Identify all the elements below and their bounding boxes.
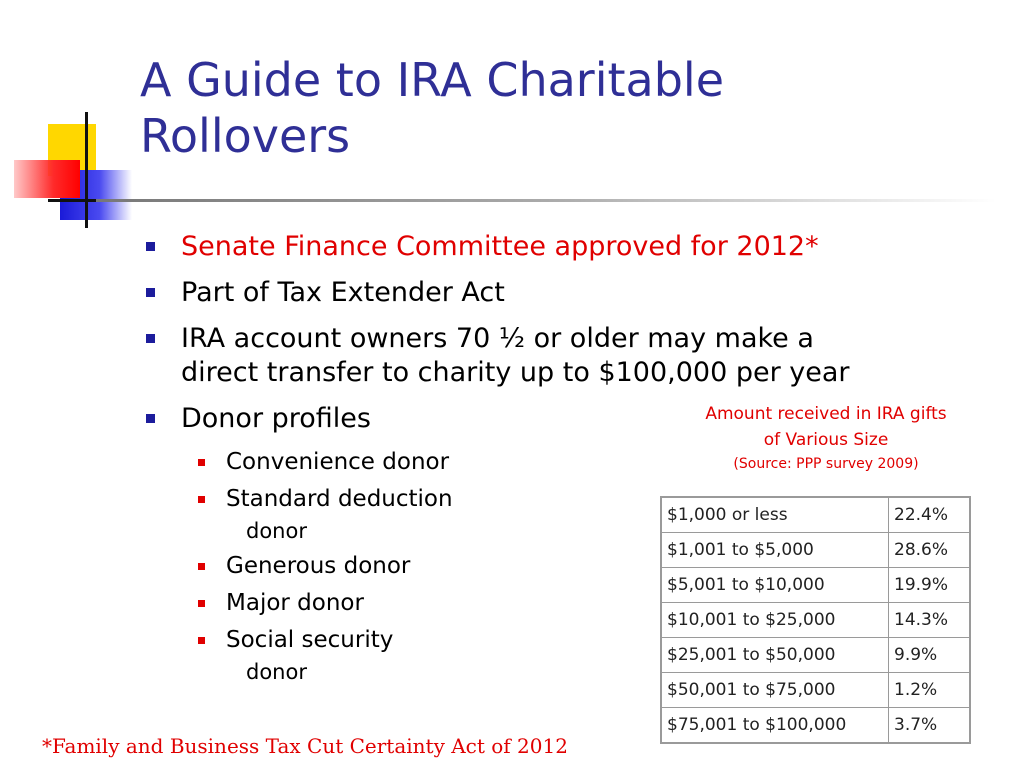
sub-bullet-text: Social security [226, 627, 394, 653]
small-square-bullet-icon [198, 459, 205, 466]
table-row [661, 603, 970, 638]
caption-line2: of Various Size [763, 430, 889, 450]
gift-table [660, 496, 971, 744]
bullet-text-line2: direct transfer to charity up to $100,000 per year [181, 357, 850, 388]
small-square-bullet-icon [198, 600, 205, 607]
gift-percent-cell: 22.4% [889, 497, 971, 533]
bullet-text-line1: IRA account owners 70 ½ or older may make a [181, 323, 814, 354]
square-bullet-icon [146, 414, 155, 423]
slide-title-line2: Rollovers [140, 109, 351, 163]
sub-bullet-social-security [198, 625, 498, 685]
gift-range-cell: $10,001 to $25,000 [661, 603, 889, 638]
square-bullet-icon [146, 334, 155, 343]
sub-bullet-generous [198, 551, 498, 581]
gift-percent-cell: 28.6% [889, 533, 971, 568]
table-row [661, 533, 970, 568]
gift-percent-cell: 9.9% [889, 638, 971, 673]
bullet-tax-extender [146, 276, 936, 310]
table-row [661, 638, 970, 673]
gift-percent-cell: 14.3% [889, 603, 971, 638]
slide-title-line1: A Guide to IRA Charitable [140, 53, 725, 107]
gift-range-cell: $50,001 to $75,000 [661, 673, 889, 708]
gift-range-cell: $5,001 to $10,000 [661, 568, 889, 603]
caption-line1: Amount received in IRA gifts [705, 404, 947, 424]
small-square-bullet-icon [198, 496, 205, 503]
bullet-text: Senate Finance Committee approved for 2012* [181, 231, 819, 262]
table-row [661, 708, 970, 744]
logo-vertical-line [85, 112, 88, 228]
gift-percent-cell: 3.7% [889, 708, 971, 744]
sub-bullet-convenience [198, 447, 498, 477]
bullet-text: Part of Tax Extender Act [181, 277, 505, 308]
square-bullet-icon [146, 288, 155, 297]
donor-profile-sublist [198, 447, 498, 692]
bullet-ira-owners [146, 322, 936, 390]
gift-percent-cell: 1.2% [889, 673, 971, 708]
slide-footnote: *Family and Business Tax Cut Certainty Act of 2012 [42, 734, 568, 758]
sub-bullet-standard-deduction [198, 484, 498, 544]
slide-title [140, 52, 1000, 164]
ira-gift-size-table [660, 496, 971, 744]
title-underline [96, 199, 996, 202]
small-square-bullet-icon [198, 563, 205, 570]
sub-bullet-major [198, 588, 498, 618]
table-row [661, 497, 970, 533]
small-square-bullet-icon [198, 637, 205, 644]
sub-bullet-text: Generous donor [226, 553, 411, 579]
slide-logo-decoration [0, 0, 140, 240]
table-row [661, 673, 970, 708]
gift-range-cell: $1,001 to $5,000 [661, 533, 889, 568]
bullet-senate-approval [146, 230, 936, 264]
sub-bullet-text: Convenience donor [226, 449, 450, 475]
sub-bullet-continuation: donor [246, 660, 307, 684]
table-row [661, 568, 970, 603]
bullet-text: Donor profiles [181, 403, 371, 434]
caption-source: (Source: PPP survey 2009) [733, 456, 919, 472]
gift-range-cell: $1,000 or less [661, 497, 889, 533]
gift-percent-cell: 19.9% [889, 568, 971, 603]
sub-bullet-text: Major donor [226, 590, 364, 616]
gift-range-cell: $25,001 to $50,000 [661, 638, 889, 673]
logo-red-square [14, 160, 80, 198]
gift-range-cell: $75,001 to $100,000 [661, 708, 889, 744]
sub-bullet-text: Standard deduction [226, 486, 453, 512]
square-bullet-icon [146, 242, 155, 251]
table-caption [676, 401, 976, 475]
sub-bullet-continuation: donor [246, 519, 307, 543]
